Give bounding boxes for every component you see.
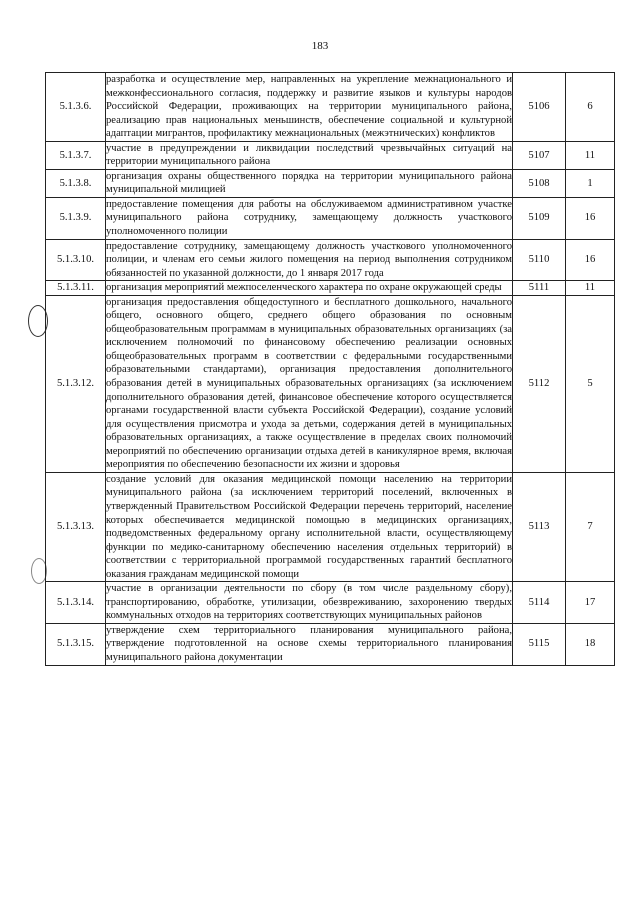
row-number: 5.1.3.9. — [46, 197, 106, 239]
row-number: 5.1.3.12. — [46, 295, 106, 472]
row-code: 5107 — [513, 141, 566, 169]
row-number: 5.1.3.6. — [46, 73, 106, 142]
row-value: 6 — [566, 73, 615, 142]
row-value: 16 — [566, 197, 615, 239]
row-number: 5.1.3.11. — [46, 281, 106, 296]
row-code: 5113 — [513, 472, 566, 581]
row-number: 5.1.3.8. — [46, 169, 106, 197]
row-description: утверждение схем территориального планирования муниципального района, утверждение подготовленной на основе схемы территориального планирования муниципального района документации — [106, 623, 513, 665]
row-number: 5.1.3.13. — [46, 472, 106, 581]
table-row — [46, 582, 615, 624]
table-row — [46, 141, 615, 169]
row-value: 16 — [566, 239, 615, 281]
row-code: 5115 — [513, 623, 566, 665]
row-code: 5110 — [513, 239, 566, 281]
row-value: 11 — [566, 141, 615, 169]
table-row — [46, 623, 615, 665]
row-description: организация охраны общественного порядка на территории муниципального района муниципальной милицией — [106, 169, 513, 197]
row-value: 7 — [566, 472, 615, 581]
document-table — [45, 72, 615, 666]
row-description: участие в организации деятельности по сбору (в том числе раздельному сбору), транспортированию, обработке, утилизации, обезвреживанию, захоронению твердых коммунальных отходов на территориях соответствующих муниципальных районов — [106, 582, 513, 624]
row-code: 5114 — [513, 582, 566, 624]
row-description: организация предоставления общедоступного и бесплатного дошкольного, начального общего, основного общего, среднего общего образования по основным общеобразовательным программам в муниципальных образовательных организациях (за исключением полномочий по финансовому обеспечению реализации основных общеобразовательных программ в соответствии с федеральными государственными образовательными стандартами), организация предоставления дополнительного образования детей в муниципальных образовательных организациях (за исключением дополнительного образования детей, финансовое обеспечение которого осуществляется органами государственной власти субъекта Российской Федерации), создание условий для осуществления присмотра и ухода за детьми, содержания детей в муниципальных образовательных организациях, а также осуществление в пределах своих полномочий мероприятий по обеспечению организации отдыха детей в каникулярное время, включая мероприятия по обеспечению безопасности их жизни и здоровья — [106, 295, 513, 472]
row-value: 5 — [566, 295, 615, 472]
row-description: организация мероприятий межпоселенческого характера по охране окружающей среды — [106, 281, 513, 296]
row-description: разработка и осуществление мер, направленных на укрепление межнационального и межконфессионального согласия, поддержку и развитие языков и культуры народов Российской Федерации, проживающих на территории муниципального района, реализацию прав национальных меньшинств, обеспечение социальной и культурной адаптации мигрантов, профилактику межнациональных (межэтнических) конфликтов — [106, 73, 513, 142]
table-row — [46, 169, 615, 197]
table-row — [46, 472, 615, 581]
row-number: 5.1.3.15. — [46, 623, 106, 665]
row-code: 5112 — [513, 295, 566, 472]
table-row — [46, 281, 615, 296]
row-code: 5108 — [513, 169, 566, 197]
table-row — [46, 295, 615, 472]
row-description: создание условий для оказания медицинской помощи населению на территории муниципального района (за исключением территорий поселений, включенных в утвержденный Правительством Российской Федерации перечень территорий, население которых обеспечивается медицинской помощью в медицинских организациях, подведомственных федеральному органу исполнительной власти, осуществляющему функции по медико-санитарному обеспечению населения отдельных территорий) в соответствии с территориальной программой государственных гарантий бесплатного оказания гражданам медицинской помощи — [106, 472, 513, 581]
row-value: 11 — [566, 281, 615, 296]
row-value: 18 — [566, 623, 615, 665]
table-row — [46, 239, 615, 281]
page-number: 183 — [311, 40, 329, 52]
row-number: 5.1.3.7. — [46, 141, 106, 169]
table-row — [46, 197, 615, 239]
row-description: предоставление помещения для работы на обслуживаемом административном участке муниципального района сотруднику, замещающему должность участкового уполномоченного полиции — [106, 197, 513, 239]
row-code: 5111 — [513, 281, 566, 296]
row-code: 5106 — [513, 73, 566, 142]
row-description: предоставление сотруднику, замещающему должность участкового уполномоченного полиции, и членам его семьи жилого помещения на период выполнения сотрудником обязанностей по указанной должности, до 1 января 2017 года — [106, 239, 513, 281]
row-code: 5109 — [513, 197, 566, 239]
row-description: участие в предупреждении и ликвидации последствий чрезвычайных ситуаций на территории муниципального района — [106, 141, 513, 169]
row-value: 17 — [566, 582, 615, 624]
row-number: 5.1.3.10. — [46, 239, 106, 281]
table-row — [46, 73, 615, 142]
row-number: 5.1.3.14. — [46, 582, 106, 624]
row-value: 1 — [566, 169, 615, 197]
